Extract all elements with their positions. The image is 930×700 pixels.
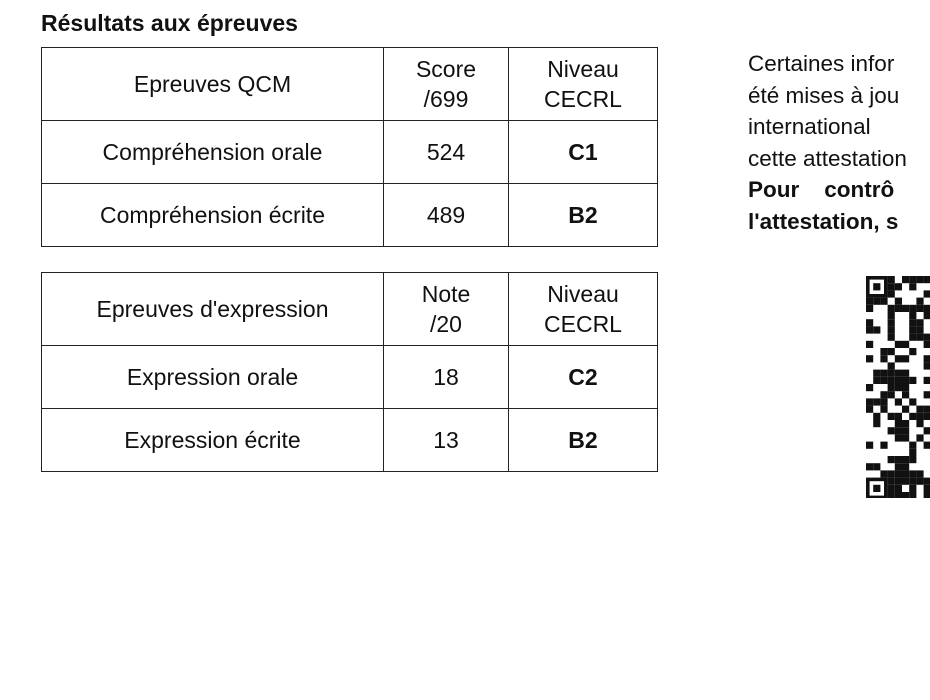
niveau-value: C2 <box>509 346 658 409</box>
side-note-bold-line: Pour contrô <box>748 177 895 202</box>
side-note-line: Certaines infor <box>748 51 895 76</box>
side-note-line: été mises à jou <box>748 82 900 108</box>
expression-results-table <box>41 272 658 472</box>
table-row <box>42 409 658 472</box>
epreuve-name: Expression orale <box>42 346 384 409</box>
header-niveau-line1: Niveau <box>547 56 619 82</box>
header-score-line2: /699 <box>423 86 469 112</box>
header-niveau-line2: CECRL <box>544 86 622 112</box>
header-note-line2: /20 <box>430 311 462 337</box>
section-title: Résultats aux épreuves <box>41 10 298 36</box>
table-header-row <box>42 273 658 346</box>
niveau-value: C1 <box>509 121 658 184</box>
side-note-line: international <box>748 114 871 139</box>
side-note-line: cette attestation <box>748 145 907 171</box>
note-value: 18 <box>384 346 509 409</box>
table-row <box>42 346 658 409</box>
header-epreuves-expression: Epreuves d'expression <box>42 273 384 346</box>
header-score <box>384 48 509 121</box>
header-note <box>384 273 509 346</box>
header-score-line1: Score <box>415 56 477 82</box>
epreuve-name: Expression écrite <box>42 409 384 472</box>
niveau-value: B2 <box>509 184 658 247</box>
side-note-bold-line: l'attestation, s <box>748 208 899 234</box>
epreuve-name: Compréhension orale <box>42 121 384 184</box>
header-epreuves-qcm: Epreuves QCM <box>42 48 384 121</box>
qr-code-icon <box>866 276 930 498</box>
score-value: 524 <box>384 121 509 184</box>
qcm-results-table <box>41 47 658 247</box>
score-value: 489 <box>384 184 509 247</box>
side-note-text <box>748 48 930 244</box>
header-note-line1: Note <box>421 281 471 307</box>
header-niveau-line1: Niveau <box>547 281 619 307</box>
header-niveau <box>509 273 658 346</box>
table-header-row <box>42 48 658 121</box>
niveau-value: B2 <box>509 409 658 472</box>
table-row <box>42 184 658 247</box>
table-row <box>42 121 658 184</box>
epreuve-name: Compréhension écrite <box>42 184 384 247</box>
header-niveau <box>509 48 658 121</box>
note-value: 13 <box>384 409 509 472</box>
header-niveau-line2: CECRL <box>544 311 622 337</box>
